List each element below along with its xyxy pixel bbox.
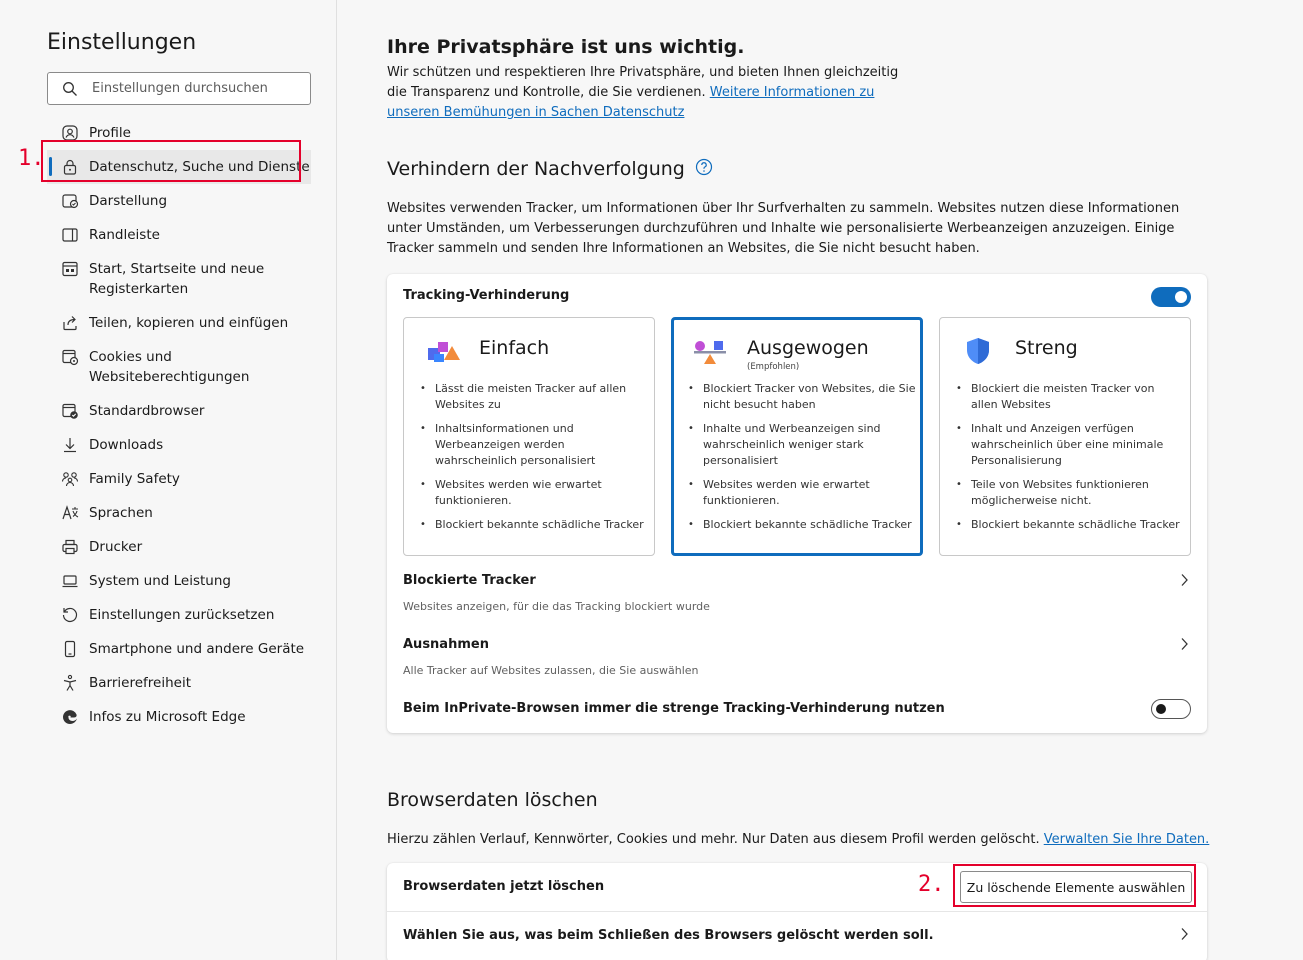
reset-icon bbox=[61, 606, 79, 624]
level-balanced-card[interactable] bbox=[671, 317, 923, 556]
sidebar-item-label: Teilen, kopieren und einfügen bbox=[89, 315, 289, 331]
edge-icon bbox=[61, 708, 79, 726]
home-icon bbox=[61, 260, 79, 278]
level-recommended: (Empfohlen) bbox=[747, 362, 800, 372]
inprivate-strict-label: Beim InPrivate-Browsen immer die strenge Tracking-Verhinderung nutzen bbox=[403, 701, 945, 716]
inprivate-strict-toggle[interactable] bbox=[1151, 699, 1191, 719]
language-icon bbox=[61, 504, 79, 522]
level-bullets bbox=[418, 381, 648, 541]
sidebar-item-accessibility[interactable] bbox=[47, 666, 311, 700]
laptop-icon bbox=[61, 572, 79, 590]
level-bullet: • Websites werden wie erwartet funktionieren. bbox=[686, 477, 916, 509]
clear-on-close-label[interactable]: Wählen Sie aus, was beim Schließen des Browsers gelöscht werden soll. bbox=[403, 928, 934, 943]
sidebar-item-about-edge[interactable] bbox=[47, 700, 311, 734]
level-bullets bbox=[954, 381, 1184, 541]
annotation-step-2: 2. bbox=[918, 872, 945, 897]
level-bullet: • Teile von Websites funktionieren möglicherweise nicht. bbox=[954, 477, 1184, 509]
sidebar-item-label: Drucker bbox=[89, 539, 143, 555]
privacy-text bbox=[387, 63, 907, 123]
sidebar-item-label: Cookies und Websiteberechtigungen bbox=[89, 349, 250, 385]
level-bullets bbox=[686, 381, 916, 541]
sidebar-item-family-safety[interactable] bbox=[47, 462, 311, 496]
sidebar-item-label: Darstellung bbox=[89, 193, 168, 209]
sidebar-icon bbox=[61, 226, 79, 244]
sidebar-item-sidebar[interactable] bbox=[47, 218, 311, 252]
sidebar-item-system[interactable] bbox=[47, 564, 311, 598]
sidebar-item-label: Profile bbox=[89, 125, 131, 141]
divider bbox=[387, 911, 1207, 912]
shield-icon bbox=[960, 336, 996, 366]
level-bullet: • Inhalte und Werbeanzeigen sind wahrscheinlich weniger stark personalisiert bbox=[686, 421, 916, 469]
annotation-step-1: 1. bbox=[18, 146, 45, 171]
accessibility-icon bbox=[61, 674, 79, 692]
settings-search-input[interactable] bbox=[92, 81, 292, 96]
sidebar-item-downloads[interactable] bbox=[47, 428, 311, 462]
settings-main bbox=[338, 0, 1303, 960]
level-name: Einfach bbox=[479, 337, 550, 359]
tracking-description: Websites verwenden Tracker, um Informationen über Ihr Surfverhalten zu sammeln. Websites nutzen diese Informationen unter Umständen, um Verbesserungen durchzuführen und Inhalte wie personalisierte Werbeanzeigen anzuzeigen. Einige Tracker sammeln und senden Ihre Informationen an Websites, die Sie nicht besucht haben. bbox=[387, 201, 1180, 256]
level-name: Ausgewogen bbox=[747, 337, 869, 359]
level-bullet: • Websites werden wie erwartet funktionieren. bbox=[418, 477, 648, 509]
level-bullet: • Blockiert bekannte schädliche Tracker bbox=[954, 517, 1184, 533]
clear-data-heading: Browserdaten löschen bbox=[387, 789, 598, 811]
exceptions-title[interactable]: Ausnahmen bbox=[403, 637, 489, 652]
blocked-trackers-title[interactable]: Blockierte Tracker bbox=[403, 573, 536, 588]
sidebar-item-label: System und Leistung bbox=[89, 573, 231, 589]
level-strict-card[interactable] bbox=[939, 317, 1191, 556]
sidebar-item-start[interactable] bbox=[47, 252, 311, 306]
annotation-highlight-box bbox=[41, 140, 301, 182]
settings-search-box[interactable] bbox=[47, 72, 311, 105]
family-icon bbox=[61, 470, 79, 488]
tracking-heading-text: Verhindern der Nachverfolgung bbox=[387, 158, 685, 180]
sidebar-item-phone[interactable] bbox=[47, 632, 311, 666]
clear-now-label: Browserdaten jetzt löschen bbox=[403, 879, 605, 894]
level-bullet: • Blockiert die meisten Tracker von allen Websites bbox=[954, 381, 1184, 413]
search-icon bbox=[62, 81, 78, 97]
sidebar-item-label: Datenschutz, Suche und Dienste bbox=[89, 159, 310, 175]
sidebar-item-label: Sprachen bbox=[89, 505, 153, 521]
sidebar-item-default-browser[interactable] bbox=[47, 394, 311, 428]
phone-icon bbox=[61, 640, 79, 658]
printer-icon bbox=[61, 538, 79, 556]
chevron-right-icon[interactable] bbox=[1179, 927, 1189, 941]
chevron-right-icon[interactable] bbox=[1179, 573, 1189, 587]
annotation-highlight-box bbox=[953, 864, 1196, 907]
sidebar-item-label: Barrierefreiheit bbox=[89, 675, 191, 691]
clear-data-text-body: Hierzu zählen Verlauf, Kennwörter, Cookies und mehr. Nur Daten aus diesem Profil werden gelöscht. bbox=[387, 832, 1044, 847]
level-bullet: • Blockiert Tracker von Websites, die Sie nicht besucht haben bbox=[686, 381, 916, 413]
clear-data-text bbox=[387, 830, 1209, 850]
tracking-prevention-card bbox=[387, 274, 1207, 733]
appearance-icon bbox=[61, 192, 79, 210]
level-bullet: • Inhaltsinformationen und Werbeanzeigen werden wahrscheinlich personalisiert bbox=[418, 421, 648, 469]
download-icon bbox=[61, 436, 79, 454]
level-basic-card[interactable] bbox=[403, 317, 655, 556]
chevron-right-icon[interactable] bbox=[1179, 637, 1189, 651]
basic-level-icon bbox=[424, 336, 460, 366]
sidebar-title: Einstellungen bbox=[47, 30, 197, 55]
sidebar-item-label: Downloads bbox=[89, 437, 164, 453]
choose-items-button[interactable]: Zu löschende Elemente auswählen bbox=[960, 871, 1192, 903]
share-icon bbox=[61, 314, 79, 332]
sidebar-item-label: Smartphone und andere Geräte bbox=[89, 641, 305, 657]
sidebar-item-appearance[interactable] bbox=[47, 184, 311, 218]
manage-data-link[interactable]: Verwalten Sie Ihre Daten. bbox=[1043, 832, 1210, 847]
sidebar-item-cookies[interactable] bbox=[47, 340, 311, 394]
sidebar-item-label: Standardbrowser bbox=[89, 403, 205, 419]
blocked-trackers-subtitle: Websites anzeigen, für die das Tracking blockiert wurde bbox=[403, 600, 710, 613]
help-icon[interactable] bbox=[695, 158, 713, 176]
level-bullet: • Blockiert bekannte schädliche Tracker bbox=[686, 517, 916, 533]
sidebar-item-label: Infos zu Microsoft Edge bbox=[89, 709, 246, 725]
level-bullet: • Blockiert bekannte schädliche Tracker bbox=[418, 517, 648, 533]
sidebar-item-label: Einstellungen zurücksetzen bbox=[89, 607, 275, 623]
exceptions-subtitle: Alle Tracker auf Websites zulassen, die Sie auswählen bbox=[403, 664, 699, 677]
sidebar-item-reset[interactable] bbox=[47, 598, 311, 632]
level-bullet: • Lässt die meisten Tracker auf allen Websites zu bbox=[418, 381, 648, 413]
sidebar-item-label: Family Safety bbox=[89, 471, 180, 487]
tracking-heading bbox=[387, 158, 713, 180]
privacy-learn-more-link[interactable]: Weitere Informationen zu unseren Bemühungen in Sachen Datenschutz bbox=[387, 85, 875, 120]
sidebar-nav bbox=[47, 116, 311, 734]
sidebar-item-languages[interactable] bbox=[47, 496, 311, 530]
balanced-level-icon bbox=[692, 336, 728, 366]
sidebar-item-share[interactable] bbox=[47, 306, 311, 340]
sidebar-item-printers[interactable] bbox=[47, 530, 311, 564]
tracking-prevention-toggle[interactable] bbox=[1151, 287, 1191, 307]
privacy-text-body: Wir schützen und respektieren Ihre Privatsphäre, und bieten Ihnen gleichzeitig die Transparenz und Kontrolle, die Sie verdienen. bbox=[387, 65, 899, 100]
level-name: Streng bbox=[1015, 337, 1078, 359]
sidebar-item-label: Randleiste bbox=[89, 227, 160, 243]
browser-icon bbox=[61, 402, 79, 420]
cookies-icon bbox=[61, 348, 79, 366]
privacy-heading: Ihre Privatsphäre ist uns wichtig. bbox=[387, 36, 745, 58]
sidebar-item-label: Start, Startseite und neue Registerkarten bbox=[89, 261, 265, 297]
level-bullet: • Inhalt und Anzeigen verfügen wahrscheinlich über eine minimale Personalisierung bbox=[954, 421, 1184, 469]
tracking-prevention-label: Tracking-Verhinderung bbox=[403, 288, 570, 303]
